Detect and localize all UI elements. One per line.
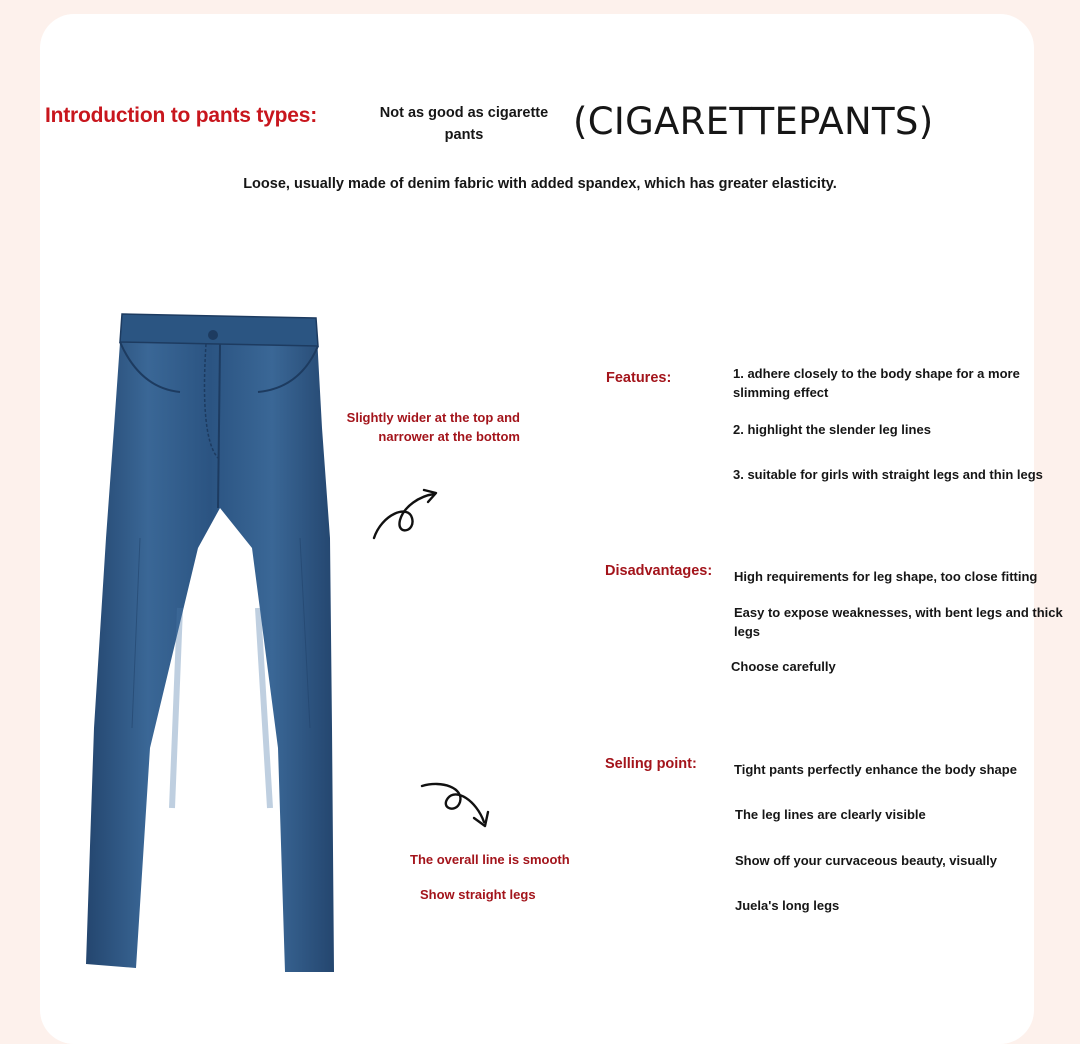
selling-point-label: Selling point: <box>605 756 697 772</box>
note-straight-legs: Show straight legs <box>420 887 536 902</box>
disadvantage-item: Choose carefully <box>731 659 836 674</box>
note-top: Slightly wider at the top and narrower at the bottom <box>346 410 520 444</box>
description: Loose, usually made of denim fabric with added spandex, which has greater elasticity. <box>243 176 837 192</box>
feature-item: 1. adhere closely to the body shape for a more slimming effect <box>733 366 1020 400</box>
intro-title: Introduction to pants types: <box>45 104 318 127</box>
features-label: Features: <box>606 370 672 386</box>
feature-item: 3. suitable for girls with straight legs and thin legs <box>733 467 1043 482</box>
selling-point-item: Juela's long legs <box>735 898 840 913</box>
disadvantages-label: Disadvantages: <box>605 563 713 579</box>
selling-point-item: The leg lines are clearly visible <box>735 807 926 822</box>
feature-item: 2. highlight the slender leg lines <box>733 422 931 437</box>
disadvantage-item: Easy to expose weaknesses, with bent legs and thick legs <box>734 605 1063 639</box>
page-title: (CIGARETTEPANTS) <box>573 100 934 143</box>
comparison-note: Not as good as cigarette pants <box>379 105 549 143</box>
selling-point-item: Tight pants perfectly enhance the body shape <box>734 762 1017 777</box>
note-smooth-line: The overall line is smooth <box>410 852 570 867</box>
disadvantage-item: High requirements for leg shape, too close fitting <box>734 569 1038 584</box>
curly-arrow-up-icon <box>368 484 444 544</box>
skinny-jeans-image <box>80 308 350 978</box>
selling-point-item: Show off your curvaceous beauty, visually <box>735 853 997 868</box>
curly-arrow-down-icon <box>418 778 494 834</box>
